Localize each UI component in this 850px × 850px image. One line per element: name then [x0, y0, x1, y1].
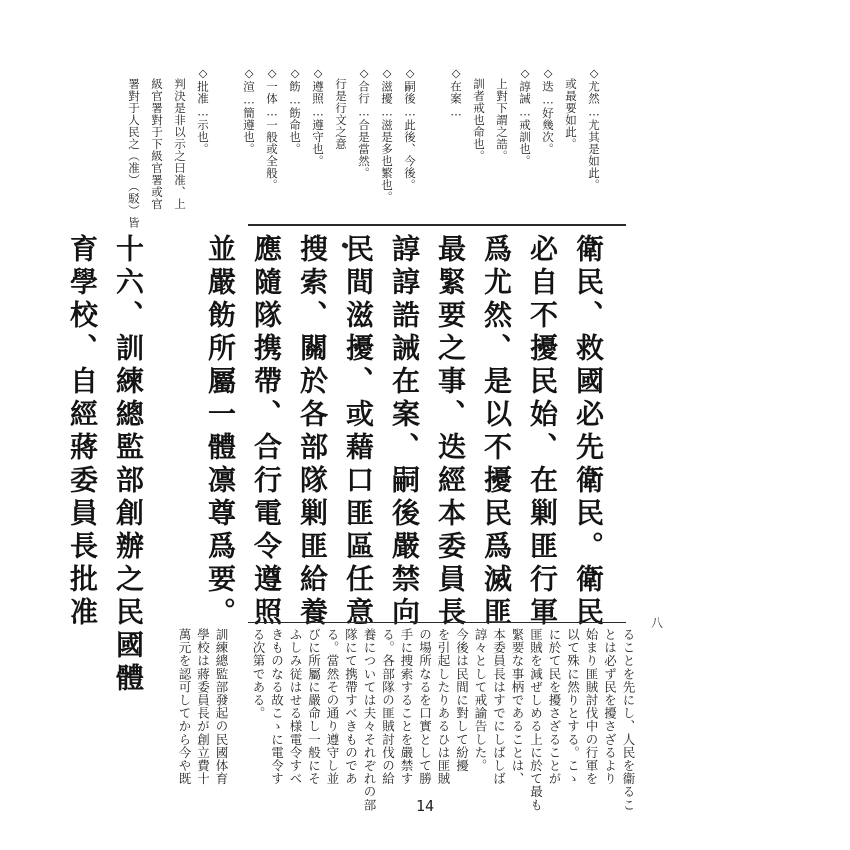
- japanese-translation: ることを先にし、人民を衞るこ とは必ず民を擾さざるより 始まり匪賊討伐中の行軍を 以て殊に然りとする。こゝ に於て民を擾さざることが 匪賊を減ぜしめる上に於て最も 緊要な事柄であることは、 本委員長はすでにしばしば 諄々として戒諭告した。 今後は民間に對して紛擾 を引起したりあるひは匪賊 の場所なるを口實として勝 手に捜索することを嚴禁す る。各部隊の匪賊討伐の給 養については夫々それぞれの部 隊にて携帶すべきものであ る。當然その通り遵守し並 びに所屬に嚴命し一般にそ ふしみ従はせる様電令すべ きものなる故こゝに電令す る次第である。 訓練總監部發起の民國体育 學校は蔣委員長が創立費十 萬元を認可してから今や既: [177, 628, 636, 812]
- top-divider-line: [248, 224, 626, 226]
- main-text: 衛民、救國必先衛民。衛民 必自不擾民始、在剿匪行軍 爲尤然、是以不擾民爲滅匪 最緊要之事、迭經本委員長 諄諄誥誡在案、嗣後嚴禁向 民間滋擾、或藉口匪區任意 搜索、關於各部隊剿匪給養 應隨隊携帶、合行電令遵照 並嚴飭所屬一體凛尊爲要。 十六、訓練總監部創辦之民國體 育學校、自經蔣委員長批准: [66, 234, 605, 696]
- margin-mark: 八: [651, 616, 664, 630]
- page-number: 14: [415, 797, 435, 815]
- bottom-divider-line: [248, 622, 626, 623]
- vocabulary-notes: ◇尤然…尤其是如此。 或最要如此。 ◇迭…好幾次。 ◇諄誡…戒訓也。 上對下謂之誥。 訓者戒也命也。 ◇在案… ◇嗣後…此後、今後。 ◇滋擾…滋是多也繁也。 ◇合行…合是當然。 行是行文之意 ◇遵照…遵守也。 ◇飭…飭命也。 ◇一体…一般或全般。 ◇渲…簡遵也。 ◇批准…示也。 判決是非以示之曰准、上 級官署對于下級官署或官 署對于人民之（准）（駁）皆: [127, 66, 601, 229]
